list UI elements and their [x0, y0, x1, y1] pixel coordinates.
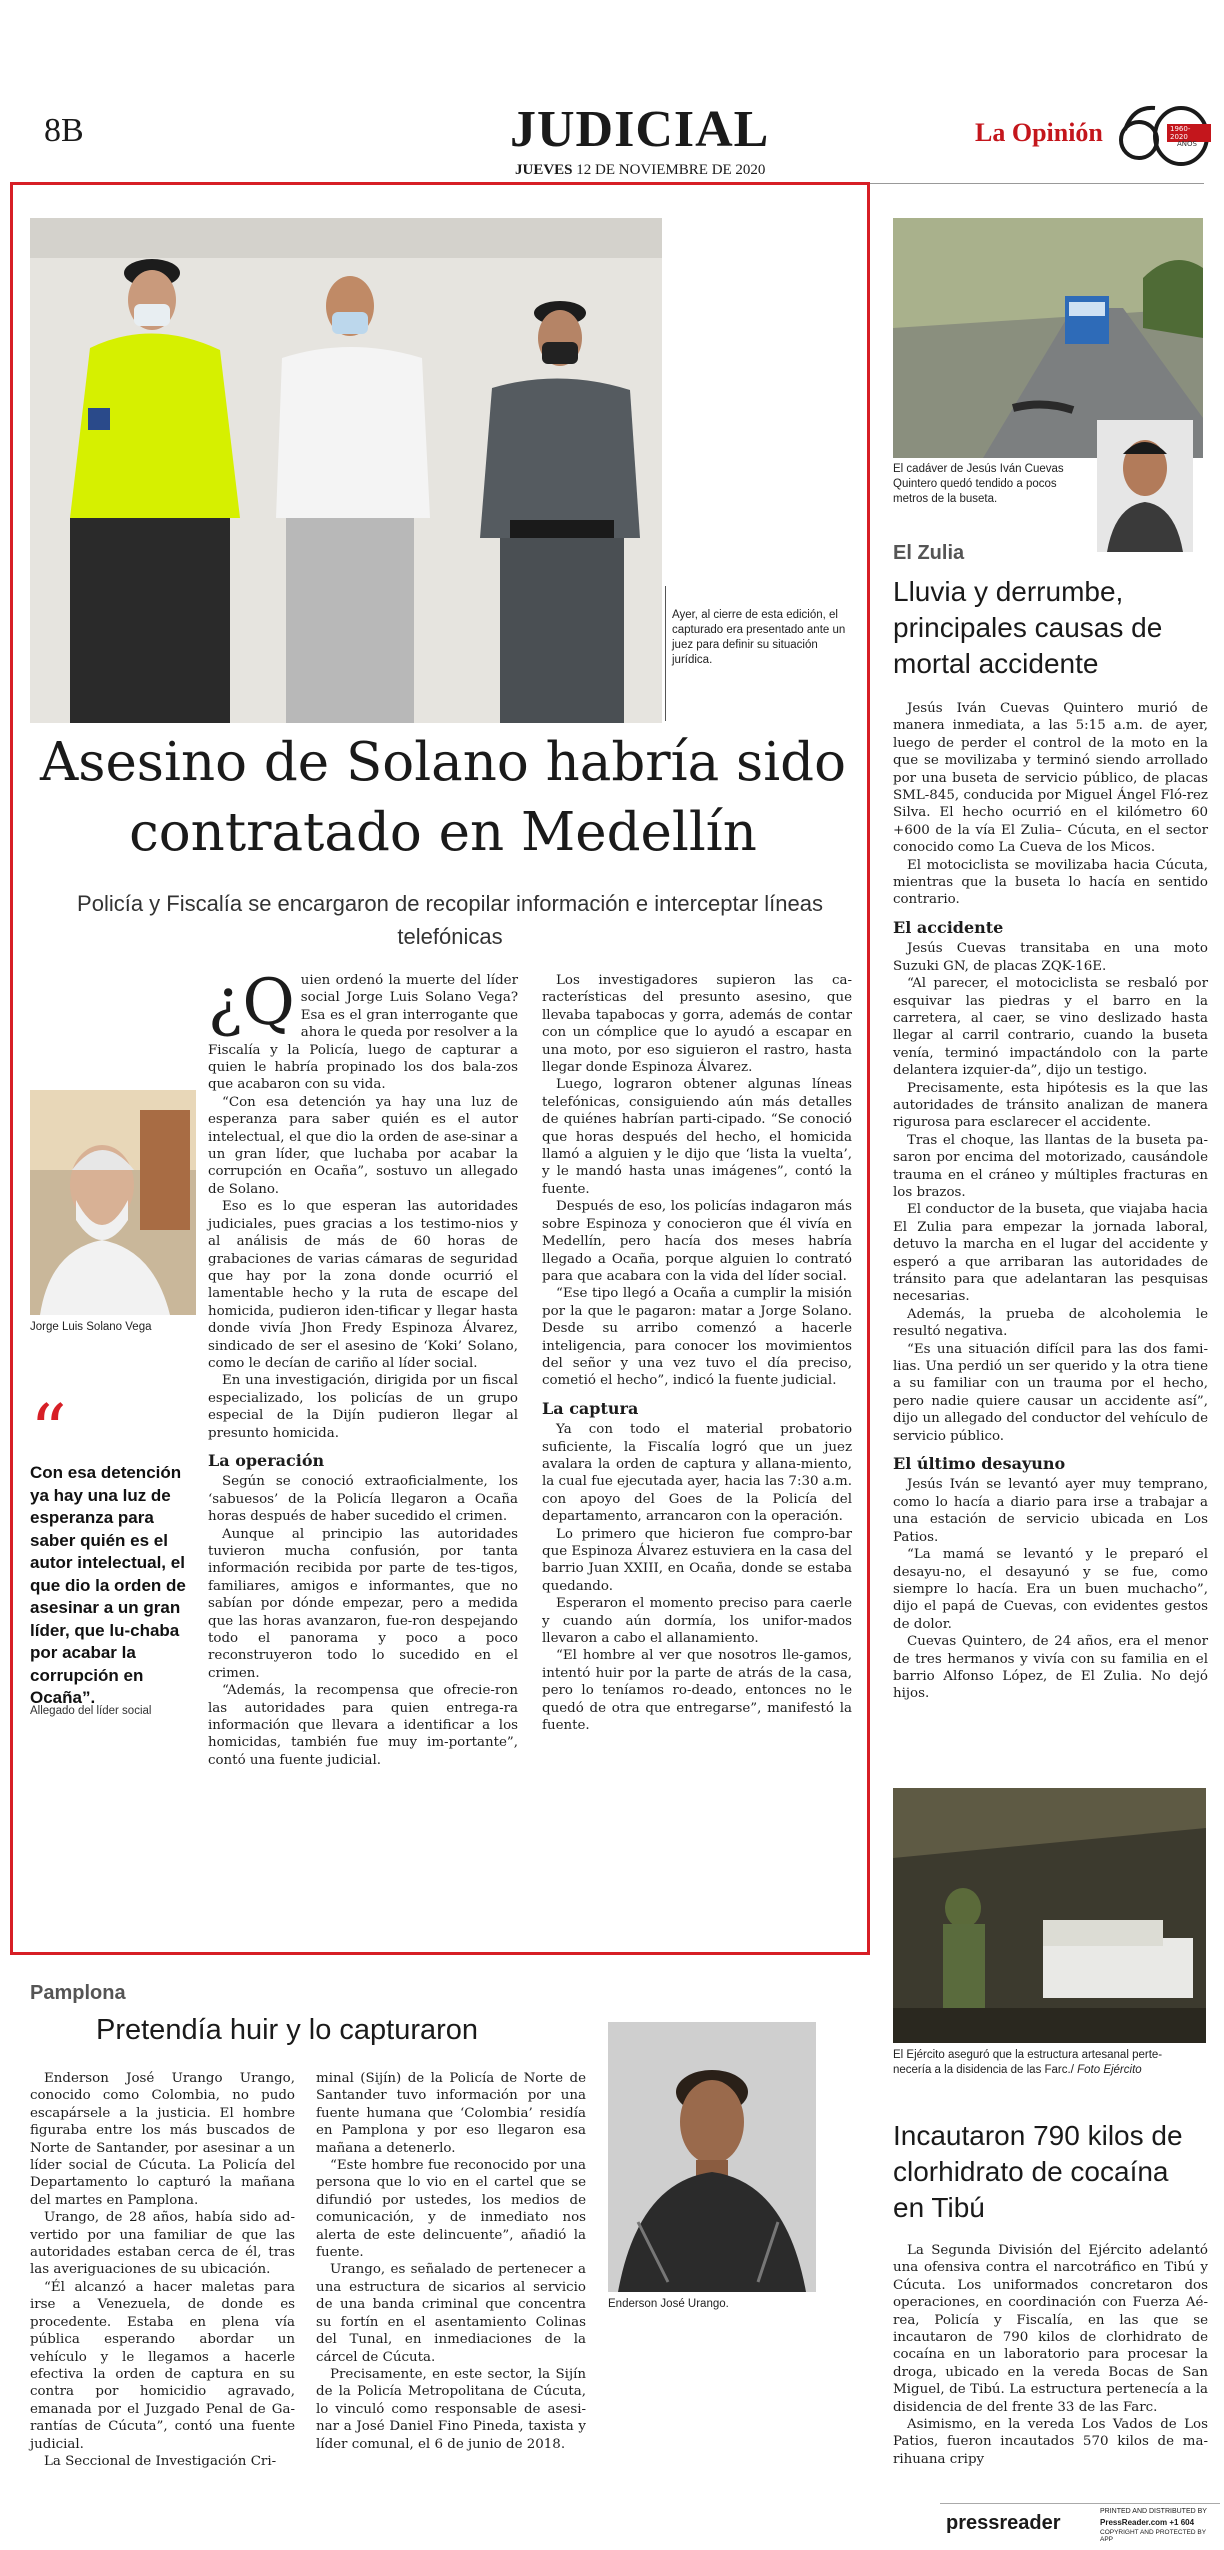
zulia-paragraph: Jesús Cuevas transitaba en una moto Suzuki GN, de placas ZQK-16E.	[893, 941, 1208, 974]
main-paragraph: Aunque al principio las autoridades tuvieron mucha confusión, por tanta información recibida por parte de tes-tigos, familiares, amigos e informantes, que no sabían por dónde empezar, pero a medida que las horas avanzaron, fue-ron despejando todo el panorama y poco a poco reconstruyeron todo lo sucedido en el crimen.	[208, 1526, 518, 1681]
pressreader-logo: pressreader	[946, 2512, 1061, 2534]
zulia-paragraph: “Es una situación difícil para las dos fami-lias. Una perdió un ser querido y la otra tiene a su familiar con un trauma por el hecho, pero nadie quiere causar un accidente así”, dijo un allegado del conductor del vehículo de servicio público.	[893, 1341, 1208, 1444]
lab-photo	[893, 1788, 1206, 2043]
zulia-paragraph: Precisamente, esta hipótesis es la que las autoridades de tránsito analizan de manera rigurosa para esclarecer el accidente.	[893, 1080, 1208, 1131]
anniversary-60-logo	[1115, 102, 1211, 166]
capture-photo-illustration	[30, 218, 662, 723]
tibu-paragraph: La Segunda División del Ejército adelantó una ofensiva contra el narcotráfico en Tibú y Cúcuta. Los uniformados concretaron dos operaciones, en coordinación con Fuerza Aé-rea, Policía y Fiscalía, en las que se incautaron de 790 kilos de clorhidrato de cocaína en un laboratorio para procesar la droga, ubicado en la vereda Bocas de San Miguel, de Tibú. La estructura pertenecía a la disidencia de del frente 33 de las Farc.	[893, 2243, 1208, 2415]
victim-photo	[1097, 420, 1193, 552]
zulia-kicker: El Zulia	[893, 542, 965, 564]
tibu-paragraph: Asimismo, en la vereda Los Vados de Los Patios, fueron incautados 570 kilos de ma-rihuana cripy	[893, 2417, 1208, 2467]
footer-line-3: COPYRIGHT AND PROTECTED BY APP	[1100, 2529, 1206, 2543]
main-story-column-1	[208, 966, 518, 1769]
main-lead-paragraph: uien ordenó la muerte del líder social Jorge Luis Solano Vega? Esa es el gran interrogante que ahora le queda por resolver a la Fiscalía y la Policía, luego de capturar a quien le habría propinado los dos bala-zos que acabaron con su vida.	[208, 973, 518, 1093]
pamplona-paragraph: “Él alcanzó a hacer maletas para irse a Venezuela, de donde es procedente. Estaba en plena vía pública esperando abordar un vehículo y le llegamos a hacerle efectiva la orden de captura en su contra por homicidio agravado, emanada por el Juzgado Penal de Ga-rantías de Cúcuta”, contó una fuente judicial.	[30, 2279, 295, 2452]
logo-years-tag: 1960-2020	[1167, 124, 1211, 142]
pamplona-paragraph: Urango, es señalado de pertenecer a una estructura de sicarios al servicio de una banda criminal que concentra su fortín en el asentamiento Colinas del Tunal, en inmediaciones de la cárcel de Cúcuta.	[316, 2262, 586, 2365]
drug-lab-illustration	[893, 1788, 1206, 2043]
pamplona-paragraph: Urango, de 28 años, había sido ad-vertido por una familiar de que las autoridades estaban cerca de él, tras las averiguaciones de su ubicación.	[30, 2210, 295, 2278]
pull-quote: Con esa detención ya hay una luz de esperanza para saber quién es el autor intelectual, el que dio la orden de asesinar a un gran líder, que lu-chaba por acabar la corrupción en Ocaña”.	[30, 1463, 186, 1707]
newspaper-logo: La Opinión	[975, 118, 1103, 147]
lab-photo-credit: Foto Ejército	[1077, 2064, 1142, 2076]
main-subheadline: Policía y Fiscalía se encargaron de recopilar información e interceptar líneas telefónicas	[77, 891, 823, 949]
main-paragraph: “Además, la recompensa que ofrecie-ron las autoridades para quien entrega-ra información que llevara a identificar a los homicidas, también fue muy im-portante”, contó una fuente judicial.	[208, 1683, 518, 1768]
lab-photo-caption	[893, 2048, 1198, 2078]
tibu-headline: Incautaron 790 kilos de clorhidrato de cocaína en Tibú	[893, 2120, 1183, 2223]
zulia-paragraph: “Al parecer, el motociclista se resbaló por esquivar las piedras y el barro en la carretera, al caer, se vino deslizado hasta llegar al carril contrario, cuando la buseta venía, terminó impactándolo con la parte delantera izquier-da”, dijo un testigo.	[893, 976, 1208, 1079]
main-photo-caption: Ayer, al cierre de esta edición, el capturado era presentado ante un juez para definir su situación jurídica.	[672, 609, 846, 666]
victim-portrait-illustration	[1097, 420, 1193, 552]
main-paragraph: Eso es lo que esperan las autoridades judiciales, pues gracias a los testimo-nios y al análisis de más de 60 horas de grabaciones de varias cámaras de seguridad que hay por la zona donde ocurrió el lamentable hecho y la ruta de escape del homicida, pudieron iden-tificar y llegar hasta donde vivía Jhon Fredy Espinoza Álvarez, sindicado de ser el asesino de ‘Koki’ Solano, como le decían de cariño al líder social.	[208, 1199, 518, 1371]
main-paragraph: Ya con todo el material probatorio suficiente, la Fiscalía logró que un juez avalara la orden de captura y allana-miento, la cual fue ejecutada ayer, hacia las 7:30 a.m. con apoyo del Goes de la Policía del departamento, arrancaron con la operación.	[542, 1422, 852, 1525]
tibu-body	[893, 2242, 1208, 2468]
pamplona-kicker: Pamplona	[30, 1982, 126, 2004]
pamplona-paragraph: La Seccional de Investigación Cri-	[44, 2453, 277, 2469]
main-paragraph: Los investigadores supieron las ca-racterísticas del presunto asesino, que llevaba tapabocas y gorra, además de contar con un cómplice que lo ayudó a escapar en una moto, por eso siguieron el rastro, hasta llegar donde Espinoza Álvarez.	[542, 973, 852, 1076]
urango-portrait-illustration	[608, 2022, 816, 2292]
pamplona-paragraph: “Este hombre fue reconocido por una persona que lo vio en el cartel que se difundió por ustedes, los medios de comunicación, y de inmediato nos alerta de este delincuente”, añadió la fuente.	[316, 2158, 586, 2261]
main-story-column-2	[542, 972, 852, 1734]
dropcap: ¿Q	[208, 966, 295, 1040]
urango-photo	[608, 2022, 816, 2292]
zulia-body	[893, 700, 1208, 1703]
subhead-operacion: La operación	[208, 1450, 325, 1470]
header-date	[515, 162, 765, 179]
subhead-accidente: El accidente	[893, 917, 1004, 937]
pamplona-headline: Pretendía huir y lo capturaron	[96, 2014, 479, 2046]
zulia-paragraph: Jesús Iván se levantó ayer muy temprano, como lo hacía a diario para irse a trabajar a una estación de servicio ubicada en Los Patios.	[893, 1477, 1208, 1545]
main-paragraph: Esperaron el momento preciso para caerle y cuando aún dormía, los unifor-mados llevaron a cabo el allanamiento.	[542, 1596, 852, 1647]
pamplona-paragraph: minal (Sijín) de la Policía de Norte de Santander tuvo información por una fuente humana que ‘Colombia’ residía en Pamplona y por eso llegaron esa mañana a detenerlo.	[316, 2071, 586, 2156]
zulia-paragraph: El motociclista se movilizaba hacia Cúcuta, mientras que la buseta lo hacía en sentido contrario.	[893, 857, 1208, 908]
pamplona-paragraph: Enderson José Urango Urango, conocido como Colombia, no pudo escapársele a la justicia. El hombre figuraba entre los más buscados de Norte de Santander, por asesinar a un líder social de Cúcuta. La Policía del Departamento lo capturó la mañana del martes en Pamplona.	[30, 2071, 295, 2208]
zulia-paragraph: Jesús Iván Cuevas Quintero murió de manera inmediata, a las 5:15 a.m. de ayer, luego de perder el control de la moto en la que se movilizaba y terminó siendo arrollado por una buseta de servicio público, de placas SML-845, conducida por Miguel Ángel Fló-rez Silva. El hecho ocurrió en el kilómetro 60 +600 de la vía El Zulia– Cúcuta, en el sector conocido como La Cueva de los Micos.	[893, 701, 1208, 856]
pamplona-column-2	[316, 2070, 586, 2453]
footer-line-1: PRINTED AND DISTRIBUTED BY	[1100, 2508, 1207, 2515]
accident-photo-caption: El cadáver de Jesús Iván Cuevas Quintero quedó tendido a pocos metros de la buseta.	[893, 463, 1064, 505]
pamplona-paragraph: Precisamente, en este sector, la Sijín de la Policía Metropolitana de Cúcuta, lo vinculó como responsable de asesi-nar a José Daniel Fino Pineda, taxista y líder comunal, el 6 de junio de 2018.	[316, 2366, 586, 2452]
main-paragraph: “El hombre al ver que nosotros lle-gamos, intentó huir por la parte de atrás de la casa, pero lo teníamos ro-deado, entonces no le quedó de otra que entregarse”, manifestó la fuente.	[542, 1648, 852, 1734]
zulia-paragraph: “La mamá se levantó y le preparó el desayu-no, el desayunó y se fue, como siempre lo hacía. Era un buen muchacho”, dijo el papá de Cuevas, con evidentes gestos de dolor.	[893, 1547, 1208, 1632]
main-story-photo	[30, 218, 662, 723]
zulia-paragraph: Tras el choque, las llantas de la buseta pa-saron por encima del motorizado, causándole trauma en el cráneo y múltiples fracturas en los brazos.	[893, 1132, 1208, 1200]
main-paragraph: “Ese tipo llegó a Ocaña a cumplir la misión por la que le pagaron: matar a Jorge Solano. Desde su arribo comenzó a hacerle inteligencia, para conocer los movimientos del señor y una vez tuvo el día preciso, cometió el hecho”, indicó la fuente judicial.	[542, 1286, 852, 1389]
caption-rule	[665, 586, 666, 721]
main-paragraph: En una investigación, dirigida por un fiscal especializado, los policías de un grupo especial de la Dijín pudieron llegar al presunto homicida.	[208, 1373, 518, 1441]
header-date-day: JUEVES	[515, 162, 573, 178]
subhead-captura: La captura	[542, 1398, 639, 1418]
main-paragraph: “Con esa detención ya hay una luz de esperanza para saber quién es el autor intelectual, el que dio la orden de ase-sinar a un gran líder, que luchaba por acabar la corrupción en Ocaña”, sostuvo un allegado de Solano.	[208, 1094, 518, 1197]
lab-caption-text: El Ejército aseguró que la estructura artesanal perte-necería a la disidencia de las Farc./	[893, 2049, 1163, 2076]
section-title: JUDICIAL	[510, 101, 770, 158]
zulia-paragraph: Cuevas Quintero, de 24 años, era el menor de tres hermanos y vivía con su familia en el barrio Alfonso López, de El Zulia. No dejó hijos.	[893, 1634, 1208, 1702]
logo-anos: AÑOS	[1177, 140, 1197, 148]
zulia-paragraph: El conductor de la buseta, que viajaba hacia El Zulia para empezar la jornada laboral, detuvo la marcha en el lugar del accidente y esperó a que arribaran las autoridades de tránsito para que adelantaran las pesquisas necesarias.	[893, 1202, 1208, 1305]
header-date-rest: 12 DE NOVIEMBRE DE 2020	[576, 162, 766, 178]
solano-photo-caption: Jorge Luis Solano Vega	[30, 1321, 152, 1333]
subhead-ultimo-desayuno: El último desayuno	[893, 1454, 1066, 1474]
urango-photo-caption: Enderson José Urango.	[608, 2298, 729, 2310]
main-paragraph: Según se conoció extraoficialmente, los ‘sabuesos’ de la Policía llegaron a Ocaña horas después de haber sucedido el crimen.	[208, 1474, 518, 1525]
zulia-paragraph: Además, la prueba de alcoholemia le resultó negativa.	[893, 1306, 1208, 1340]
quote-mark-icon: “	[30, 1389, 67, 1473]
main-paragraph: Después de eso, los policías indagaron más sobre Espinoza y conocieron que él vivía en Medellín, pero hacía dos meses habría llegado a Ocaña, porque alguien lo contrató para que acabara con la vida del líder social.	[542, 1199, 852, 1284]
main-paragraph: Lo primero que hicieron fue compro-bar que Espinoza Álvarez estuviera en la casa del barrio Juan XXIII, en Ocaña, donde se estaba quedando.	[542, 1526, 852, 1594]
main-paragraph: Luego, lograron obtener algunas líneas telefónicas, consiguiendo aún más detalles de quiénes habrían parti-cipado. “Se conoció que horas después del hecho, el homicida llamó a alguien y le dijo que ‘lista la vuelta’, y le mandó hasta unas imágenes”, contó la fuente.	[542, 1077, 852, 1197]
pamplona-column-1	[30, 2070, 295, 2470]
footer-line-2: PressReader.com +1 604	[1100, 2518, 1195, 2527]
portrait-illustration	[30, 1090, 196, 1315]
page-number: 8B	[44, 112, 84, 149]
solano-photo	[30, 1090, 196, 1315]
main-headline: Asesino de Solano habría sido contratado en Medellín	[39, 732, 847, 863]
pressreader-footer	[940, 2503, 1220, 2543]
quote-attribution: Allegado del líder social	[30, 1705, 152, 1717]
zulia-headline: Lluvia y derrumbe, principales causas de mortal accidente	[893, 576, 1163, 679]
